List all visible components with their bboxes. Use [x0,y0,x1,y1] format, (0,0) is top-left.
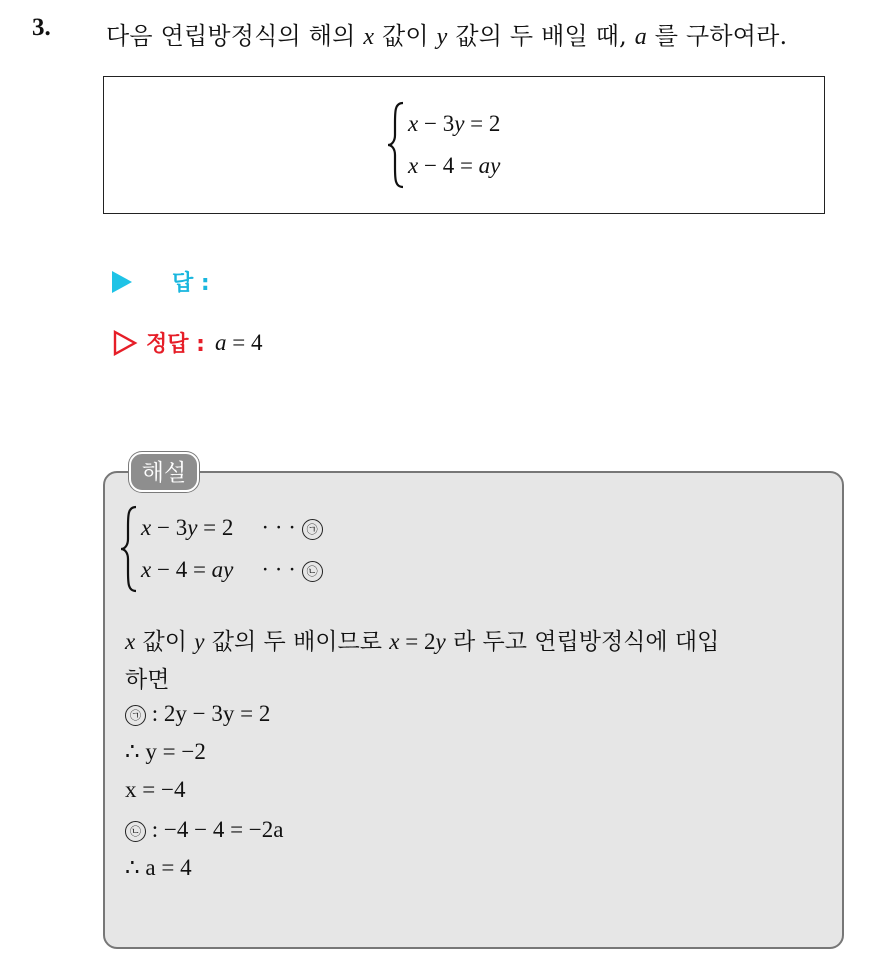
solution-tab: 해설 [129,452,199,492]
correct-answer-label: 정답 : [146,332,205,357]
circled-nieun-mark: ㉡ [302,561,323,582]
left-brace-icon [386,101,406,189]
solution-box [103,471,844,949]
solution-system [119,505,323,593]
solution-step-2: ∴ y = −2 [125,739,206,764]
solution-text-line-2: 하면 [125,667,170,693]
solution-step-5: ∴ a = 4 [125,855,192,880]
equation-system [386,101,500,189]
solution-step-1: ㉠ : 2y − 3y = 2 [125,701,270,727]
equation-line-2: x − 4 = ay [408,153,501,178]
correct-answer-value: a = 4 [214,329,263,355]
answer-label: 답 : [172,271,210,296]
left-brace-icon [119,505,139,593]
circled-giyeok-mark: ㉠ [302,519,323,540]
question-text: 다음 연립방정식의 해의 x 값이 y 값의 두 배일 때, a 를 구하여라. [106,22,788,50]
solution-step-3: x = −4 [125,777,186,802]
equation-line-1: x − 3y = 2 [408,111,501,136]
solution-equation-2: x − 4 = ay · · · ㉡ [141,549,323,591]
solution-equation-1: x − 3y = 2 · · · ㉠ [141,507,323,549]
solution-text-line-1: x 값이 y 값의 두 배이므로 x = 2y 라 두고 연립방정식에 대입 [125,629,720,655]
question-number: 3. [32,14,51,41]
outline-triangle-icon [112,330,138,356]
answer-row [112,266,210,297]
solution-step-4: ㉡ : −4 − 4 = −2a [125,817,283,843]
play-triangle-icon [112,271,132,293]
correct-answer-row [112,327,262,358]
equation-box [103,76,825,214]
